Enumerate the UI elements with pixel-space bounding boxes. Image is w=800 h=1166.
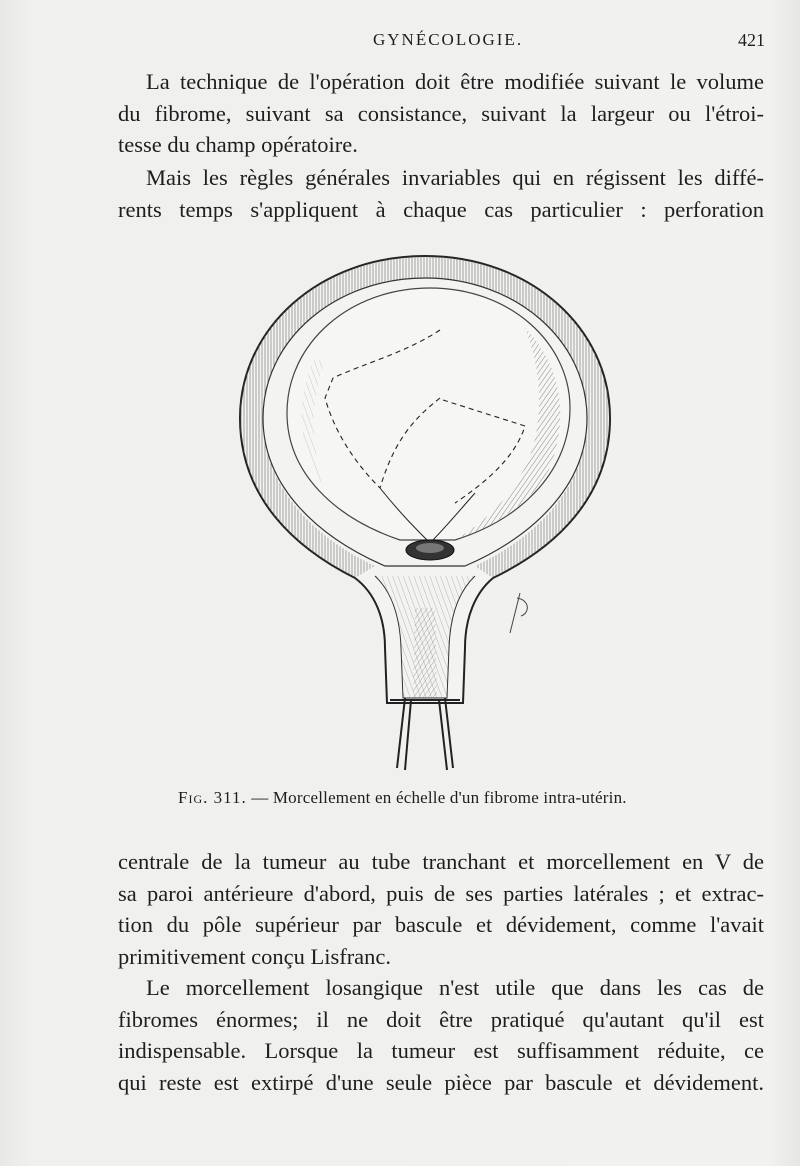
text-line: centrale de la tumeur au tube tranchant et morcellement en V de — [118, 849, 764, 874]
paragraph-4 — [118, 972, 764, 1098]
text-line: La technique de l'opération doit être modifiée suivant le volume — [146, 69, 764, 94]
text-line: primitivement conçu Lisfranc. — [118, 943, 392, 969]
text-line: qui reste est extirpé d'une seule pièce par bascule et dévidement. — [118, 1069, 764, 1095]
paragraph-3 — [118, 846, 764, 972]
text-line: rents temps s'appliquent à chaque cas particulier : perforation — [118, 196, 764, 222]
paragraph-2 — [118, 162, 764, 225]
text-line: sa paroi antérieure d'abord, puis de ses parties latérales ; et extrac- — [118, 880, 764, 906]
text-line: Mais les règles générales invariables qui en régissent les diffé- — [146, 165, 764, 190]
figure-caption-text: — Morcellement en échelle d'un fibrome intra-utérin. — [251, 788, 627, 807]
figure-caption — [178, 788, 738, 808]
text-line: tesse du champ opératoire. — [118, 132, 358, 157]
text-line: Le morcellement losangique n'est utile que dans les cas de — [146, 975, 764, 1000]
paragraph-1 — [118, 66, 764, 161]
uterus-morcellement-engraving — [225, 248, 625, 778]
text-line: indispensable. Lorsque la tumeur est suffisamment réduite, ce — [118, 1038, 764, 1063]
running-head — [0, 30, 800, 54]
text-line: fibromes énormes; il ne doit être pratiqué qu'autant qu'il est — [118, 1006, 764, 1032]
text-line: du fibrome, suivant sa consistance, suivant la largeur ou l'étroi- — [118, 100, 764, 126]
figure-label: Fig. 311. — [178, 788, 247, 807]
running-title: GYNÉCOLOGIE. — [373, 30, 524, 49]
text-line: tion du pôle supérieur par bascule et dévidement, comme l'avait — [118, 912, 764, 937]
page-number: 421 — [738, 30, 765, 50]
